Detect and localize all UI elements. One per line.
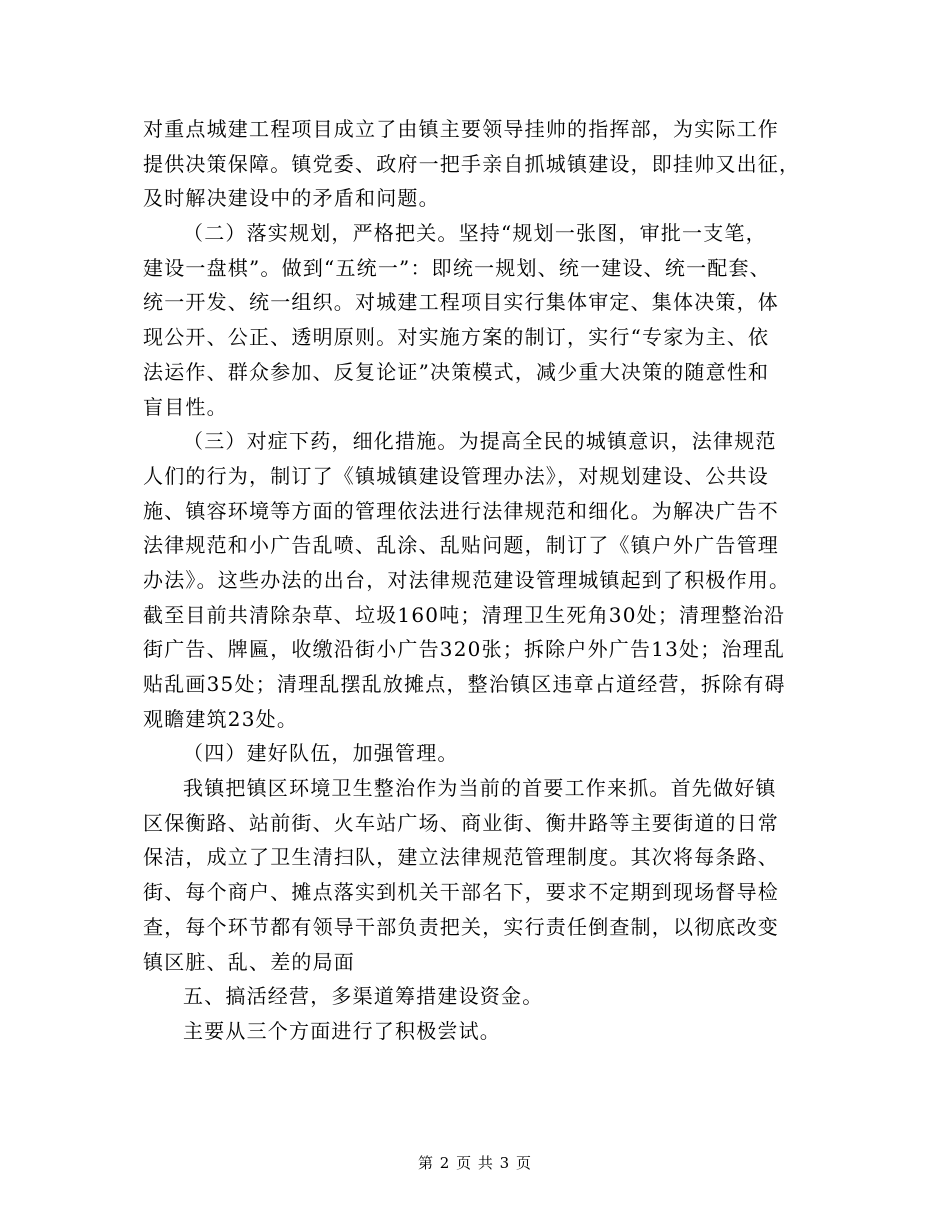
text-line: 盲目性。 (143, 394, 228, 419)
text-line: 贴乱画35处；清理乱摆乱放摊点，整治镇区违章占道经营，拆除有碍 (143, 672, 786, 696)
page-number-label: 第 2 页 共 3 页 (418, 1154, 532, 1172)
text-line: 街、每个商户、摊点落实到机关干部名下，要求不定期到现场督导检 (143, 880, 779, 905)
text-line: 区保衡路、站前街、火车站广场、商业街、衡井路等主要街道的日常 (143, 810, 779, 835)
text-line: 法运作、群众参加、反复论证”决策模式，减少重大决策的随意性和 (143, 359, 770, 384)
text-line: 提供决策保障。镇党委、政府一把手亲自抓城镇建设，即挂帅又出征， (143, 151, 801, 176)
text-line: 保洁，成立了卫生清扫队，建立法律规范管理制度。其次将每条路、 (143, 845, 779, 870)
text-line: （四）建好队伍，加强管理。 (183, 741, 459, 766)
text-line: 观瞻建筑23处。 (143, 706, 299, 731)
text-line: （二）落实规划，严格把关。坚持“规划一张图，审批一支笔， (183, 221, 767, 246)
text-line: 主要从三个方面进行了积极尝试。 (183, 1018, 501, 1043)
page-footer (0, 1152, 950, 1173)
text-line: 镇区脏、乱、差的局面 (143, 949, 355, 974)
text-line: 街广告、牌匾，收缴沿街小广告320张；拆除户外广告13处；治理乱 (143, 637, 786, 662)
text-line: 建设一盘棋”。做到“五统一”：即统一规划、统一建设、统一配套、 (143, 255, 771, 280)
text-line: 截至目前共清除杂草、垃圾160吨；清理卫生死角30处；清理整治沿 (143, 602, 786, 627)
text-line: 统一开发、统一组织。对城建工程项目实行集体审定、集体决策，体 (143, 290, 779, 315)
text-line: 对重点城建工程项目成立了由镇主要领导挂帅的指挥部，为实际工作 (143, 117, 779, 141)
text-line: 施、镇容环境等方面的管理依法进行法律规范和细化。为解决广告不 (143, 498, 779, 523)
text-line: 办法》。这些办法的出台，对法律规范建设管理城镇起到了积极作用。 (143, 567, 791, 592)
text-line: 法律规范和小广告乱喷、乱涂、乱贴问题，制订了《镇户外广告管理 (143, 533, 779, 558)
text-line: 查，每个环节都有领导干部负责把关，实行责任倒查制，以彻底改变 (143, 914, 779, 939)
text-line: 五、搞活经营，多渠道筹措建设资金。 (183, 984, 544, 1009)
text-line: 及时解决建设中的矛盾和问题。 (143, 186, 440, 211)
text-line: （三）对症下药，细化措施。为提高全民的城镇意识，法律规范 (183, 429, 777, 454)
text-line: 我镇把镇区环境卫生整治作为当前的首要工作来抓。首先做好镇 (183, 776, 777, 801)
document-body (143, 112, 813, 1049)
text-line: 现公开、公正、透明原则。对实施方案的制订，实行“专家为主、依 (143, 325, 770, 350)
text-line: 人们的行为，制订了《镇城镇建设管理办法》，对规划建设、公共设 (143, 463, 769, 488)
